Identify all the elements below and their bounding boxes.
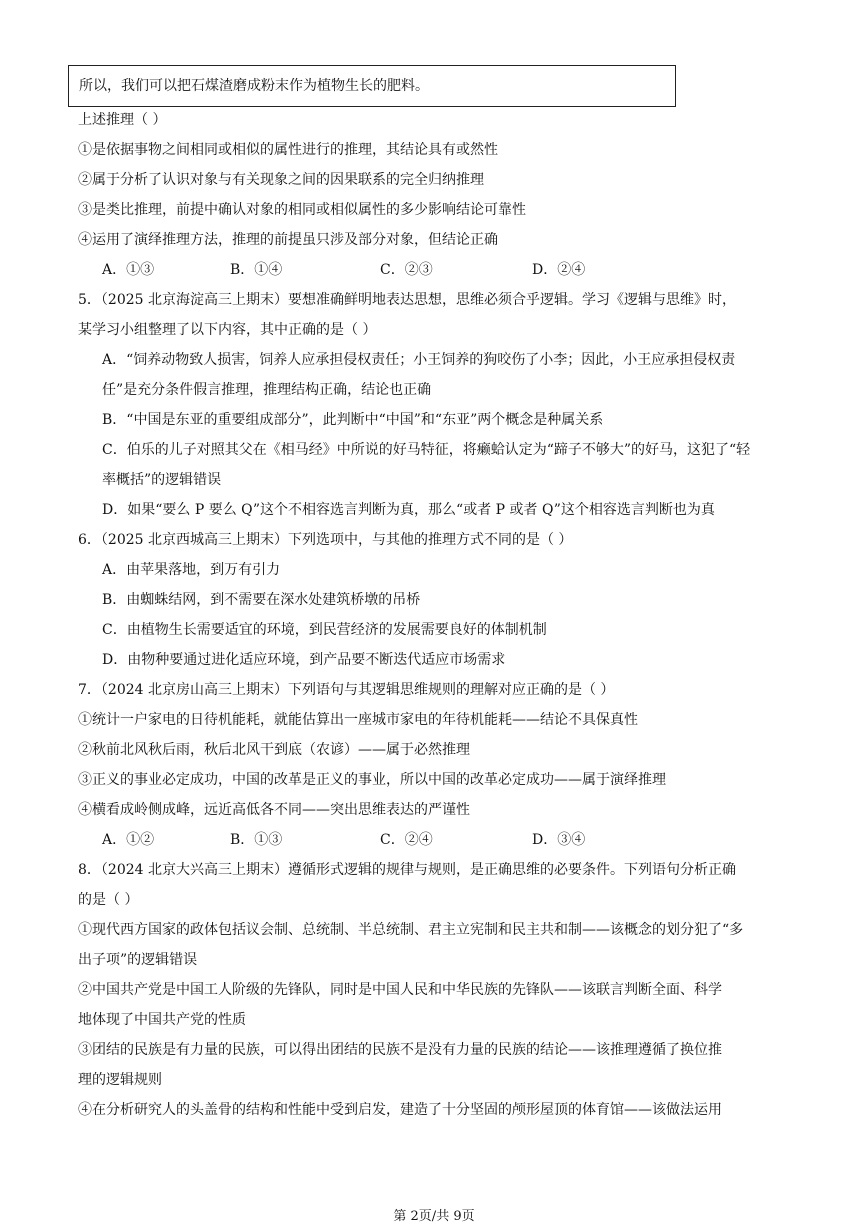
- q4-item-1: ①是依据事物之间相同或相似的属性进行的推理，其结论具有或然性: [78, 142, 498, 158]
- q4-option-a[interactable]: A．①③: [102, 262, 155, 278]
- q4-stem: 上述推理（ ）: [78, 112, 167, 128]
- q4-option-d[interactable]: D．②④: [532, 262, 586, 278]
- q5-option-a-line-2: 任”是充分条件假言推理，推理结构正确，结论也正确: [102, 382, 432, 398]
- q5-option-b[interactable]: B．“中国是东亚的重要组成部分”，此判断中“中国”和“东亚”两个概念是种属关系: [102, 412, 604, 428]
- q4-item-2: ②属于分析了认识对象与有关现象之间的因果联系的完全归纳推理: [78, 172, 484, 188]
- q8-stem-line-1: 8．（2024 北京大兴高三上期末）遵循形式逻辑的规律与规则，是正确思维的必要条件。下列语句分析正确: [78, 862, 736, 878]
- q7-option-a[interactable]: A．①②: [102, 832, 155, 848]
- q5-option-c-line-2: 率概括”的逻辑错误: [102, 472, 222, 488]
- premise-box: [68, 65, 676, 107]
- q4-option-b[interactable]: B．①④: [230, 262, 283, 278]
- q8-item-1-line-2: 出子项”的逻辑错误: [78, 952, 198, 968]
- q7-option-b[interactable]: B．①③: [230, 832, 283, 848]
- q8-item-1-line-1: ①现代西方国家的政体包括议会制、总统制、半总统制、君主立宪制和民主共和制——该概念的划分犯了“多: [78, 922, 744, 938]
- q4-item-3: ③是类比推理，前提中确认对象的相同或相似属性的多少影响结论可靠性: [78, 202, 526, 218]
- q7-item-3: ③正义的事业必定成功，中国的改革是正义的事业，所以中国的改革必定成功——属于演绎推理: [78, 772, 666, 788]
- q4-option-c[interactable]: C．②③: [380, 262, 433, 278]
- q8-item-3-line-2: 理的逻辑规则: [78, 1072, 162, 1088]
- premise-text: 所以，我们可以把石煤渣磨成粉末作为植物生长的肥料。: [79, 78, 429, 94]
- q5-option-a-line-1[interactable]: A．“饲养动物致人损害，饲养人应承担侵权责任；小王饲养的狗咬伤了小李；因此，小王应承担侵权责: [102, 352, 736, 368]
- q5-option-d[interactable]: D．如果“要么 P 要么 Q”这个不相容选言判断为真，那么“或者 P 或者 Q”这个相容选言判断也为真: [102, 502, 715, 518]
- q5-option-c-line-1[interactable]: C．伯乐的儿子对照其父在《相马经》中所说的好马特征，将癞蛤认定为“蹄子不够大”的好马，这犯了“轻: [102, 442, 751, 458]
- page-number: 第 2页/共 9页: [393, 1209, 475, 1224]
- q6-stem: 6．（2025 北京西城高三上期末）下列选项中，与其他的推理方式不同的是（ ）: [78, 532, 573, 548]
- q7-item-2: ②秋前北风秋后雨，秋后北风干到底（农谚）——属于必然推理: [78, 742, 470, 758]
- q8-stem-line-2: 的是（ ）: [78, 892, 139, 908]
- q8-item-2-line-1: ②中国共产党是中国工人阶级的先锋队，同时是中国人民和中华民族的先锋队——该联言判断全面、科学: [78, 982, 722, 998]
- q7-item-1: ①统计一户家电的日待机能耗，就能估算出一座城市家电的年待机能耗——结论不具保真性: [78, 712, 638, 728]
- q6-option-c[interactable]: C．由植物生长需要适宜的环境，到民营经济的发展需要良好的体制机制: [102, 622, 547, 638]
- q5-stem-line-1: 5．（2025 北京海淀高三上期末）要想准确鲜明地表达思想，思维必须合乎逻辑。学习《逻辑与思维》时，: [78, 292, 736, 308]
- q6-option-a[interactable]: A．由苹果落地，到万有引力: [102, 562, 281, 578]
- q7-option-c[interactable]: C．②④: [380, 832, 433, 848]
- q6-option-d[interactable]: D．由物种要通过进化适应环境，到产品要不断迭代适应市场需求: [102, 652, 506, 668]
- q8-item-4-line-1: ④在分析研究人的头盖骨的结构和性能中受到启发，建造了十分坚固的颅形屋顶的体育馆——该做法运用: [78, 1102, 722, 1118]
- q7-stem: 7．（2024 北京房山高三上期末）下列语句与其逻辑思维规则的理解对应正确的是（ ）: [78, 682, 615, 698]
- q8-item-2-line-2: 地体现了中国共产党的性质: [78, 1012, 246, 1028]
- q7-item-4: ④横看成岭侧成峰，远近高低各不同——突出思维表达的严谨性: [78, 802, 470, 818]
- q5-stem-line-2: 某学习小组整理了以下内容，其中正确的是（ ）: [78, 322, 377, 338]
- q8-item-3-line-1: ③团结的民族是有力量的民族，可以得出团结的民族不是没有力量的民族的结论——该推理遵循了换位推: [78, 1042, 722, 1058]
- q7-option-d[interactable]: D．③④: [532, 832, 586, 848]
- q4-item-4: ④运用了演绎推理方法，推理的前提虽只涉及部分对象，但结论正确: [78, 232, 498, 248]
- q6-option-b[interactable]: B．由蜘蛛结网，到不需要在深水处建筑桥墩的吊桥: [102, 592, 421, 608]
